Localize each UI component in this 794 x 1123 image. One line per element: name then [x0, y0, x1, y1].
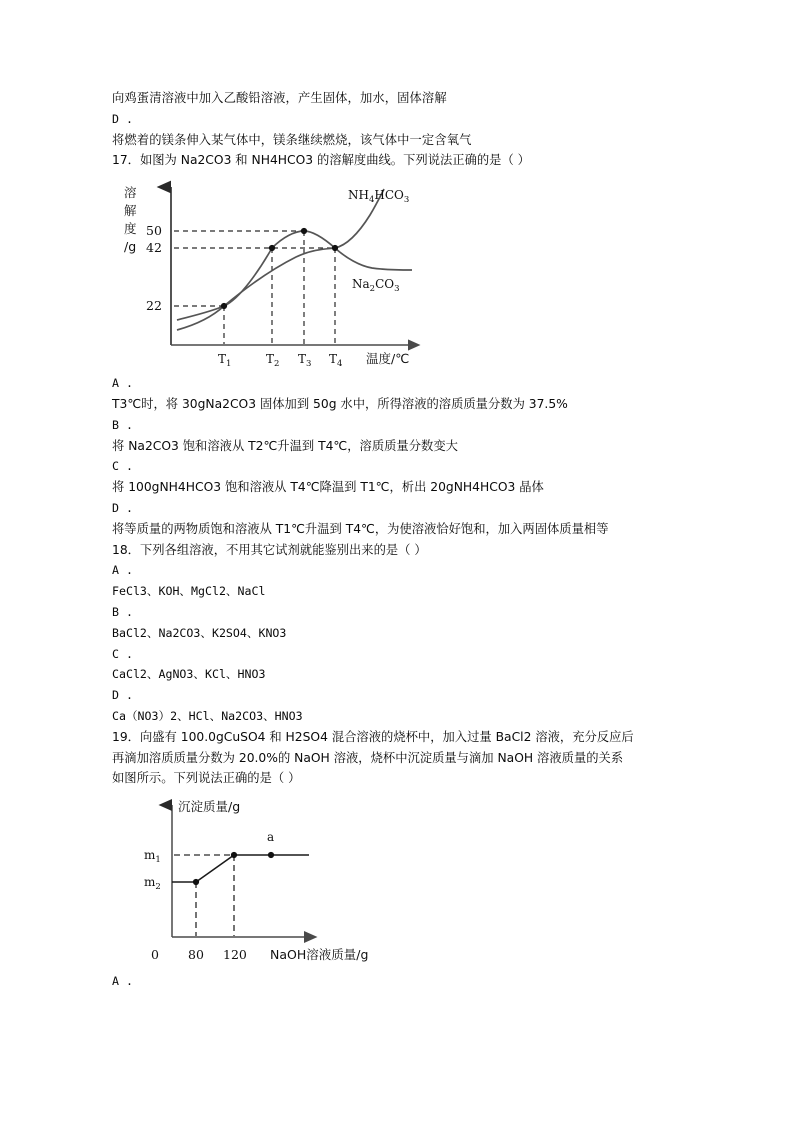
- question-17-stem: 17．如图为 Na2CO3 和 NH4HCO3 的溶解度曲线。下列说法正确的是（ ）: [112, 153, 530, 168]
- x-tick-label-0: 0: [151, 947, 159, 963]
- precipitate-chart-svg: [134, 795, 464, 967]
- solubility-chart-svg: [120, 173, 460, 371]
- y-axis-label-char-2: 解: [124, 203, 137, 219]
- point-120-m1: [231, 852, 237, 858]
- q17-option-d-letter: D .: [112, 500, 133, 515]
- x-tick-label-T2: $T_2$: [266, 352, 280, 370]
- y-axis-label-char-3: 度: [124, 221, 137, 237]
- point-T4-42: [332, 245, 338, 251]
- precipitate-polyline: [172, 855, 309, 882]
- y-axis-title-2: 沉淀质量/g: [178, 799, 241, 815]
- q17-option-d-text: 将等质量的两物质饱和溶液从 T1℃升温到 T4℃，为使溶液恰好饱和，加入两固体质量相等: [112, 521, 609, 536]
- annotation-a: a: [267, 830, 275, 845]
- q17-option-b-text: 将 Na2CO3 饱和溶液从 T2℃升温到 T4℃，溶质质量分数变大: [112, 438, 458, 453]
- q18-option-d-text: Ca（NO3）2、HCl、Na2CO3、HNO3: [112, 708, 303, 723]
- q17-option-b-letter: B .: [112, 417, 133, 432]
- point-a: [268, 852, 274, 858]
- q19-option-a-letter: A .: [112, 974, 133, 989]
- figure-precipitate-vs-naoh: [134, 795, 464, 967]
- text-line-carryover-2: 将燃着的镁条伸入某气体中，镁条继续燃烧，该气体中一定含氧气: [112, 132, 472, 147]
- curve-nh4hco3: [177, 189, 384, 330]
- question-18-stem: 18．下列各组溶液，不用其它试剂就能鉴别出来的是（ ）: [112, 542, 427, 557]
- question-19-stem-line-1: 19．向盛有 100.0gCuSO4 和 H2SO4 混合溶液的烧杯中，加入过量 BaCl2 溶液，充分反应后: [112, 729, 634, 744]
- curve-helper-3: [177, 193, 382, 330]
- x-tick-label-80: 80: [188, 947, 204, 963]
- y-tick-label-m2: $m_2$: [144, 875, 161, 893]
- point-T3-50: [301, 228, 307, 234]
- point-80-m2: [193, 879, 199, 885]
- y-tick-label-42: 42: [146, 240, 162, 256]
- document-content: [112, 88, 684, 992]
- figure-solubility-curves: [120, 173, 460, 371]
- text-line-carryover-1: 向鸡蛋清溶液中加入乙酸铅溶液，产生固体，加水，固体溶解: [112, 91, 447, 105]
- q18-option-c-letter: C .: [112, 646, 133, 661]
- y-tick-label-22: 22: [146, 298, 162, 314]
- question-19-stem-line-2: 再滴加溶质质量分数为 20.0%的 NaOH 溶液，烧杯中沉淀质量与滴加 NaOH 溶液质量的关系: [112, 750, 624, 765]
- q18-option-a-text: FeCl3、KOH、MgCl2、NaCl: [112, 584, 266, 599]
- y-tick-label-50: 50: [146, 223, 162, 239]
- x-tick-label-120: 120: [223, 947, 247, 963]
- q18-option-c-text: CaCl2、AgNO3、KCl、HNO3: [112, 667, 266, 682]
- x-tick-label-T3: $T_3$: [298, 352, 312, 370]
- series-label-na2co3: $Na_2CO_3$: [352, 277, 400, 295]
- q18-option-a-letter: A .: [112, 563, 133, 578]
- point-T2-42: [269, 245, 275, 251]
- question-19-stem-line-3: 如图所示。下列说法正确的是（ ）: [112, 771, 301, 786]
- q17-option-a-text: T3℃时，将 30gNa2CO3 固体加到 50g 水中，所得溶液的溶质质量分数为 37.5%: [112, 396, 568, 411]
- curve-na2co3: [177, 231, 412, 320]
- series-label-nh4hco3: $NH_4HCO_3$: [348, 188, 410, 206]
- q18-option-d-letter: D .: [112, 688, 133, 703]
- q18-option-b-letter: B .: [112, 604, 133, 619]
- y-tick-label-m1: $m_1$: [144, 848, 161, 866]
- option-letter-d-prev: D .: [112, 111, 133, 126]
- point-T1-22: [221, 303, 227, 309]
- x-axis-title-2: NaOH溶液质量/g: [270, 947, 369, 963]
- y-axis-label-char-1: 溶: [124, 185, 137, 201]
- y-axis-label-char-4: /g: [124, 239, 137, 255]
- q17-option-c-text: 将 100gNH4HCO3 饱和溶液从 T4℃降温到 T1℃，析出 20gNH4HCO3 晶体: [112, 480, 544, 495]
- x-tick-label-T1: $T_1$: [218, 352, 232, 370]
- x-tick-label-T4: $T_4$: [329, 352, 343, 370]
- q17-option-c-letter: C .: [112, 459, 133, 474]
- q18-option-b-text: BaCl2、Na2CO3、K2SO4、KNO3: [112, 625, 287, 640]
- x-axis-title: 温度/℃: [366, 351, 410, 367]
- q17-option-a-letter: A .: [112, 376, 133, 391]
